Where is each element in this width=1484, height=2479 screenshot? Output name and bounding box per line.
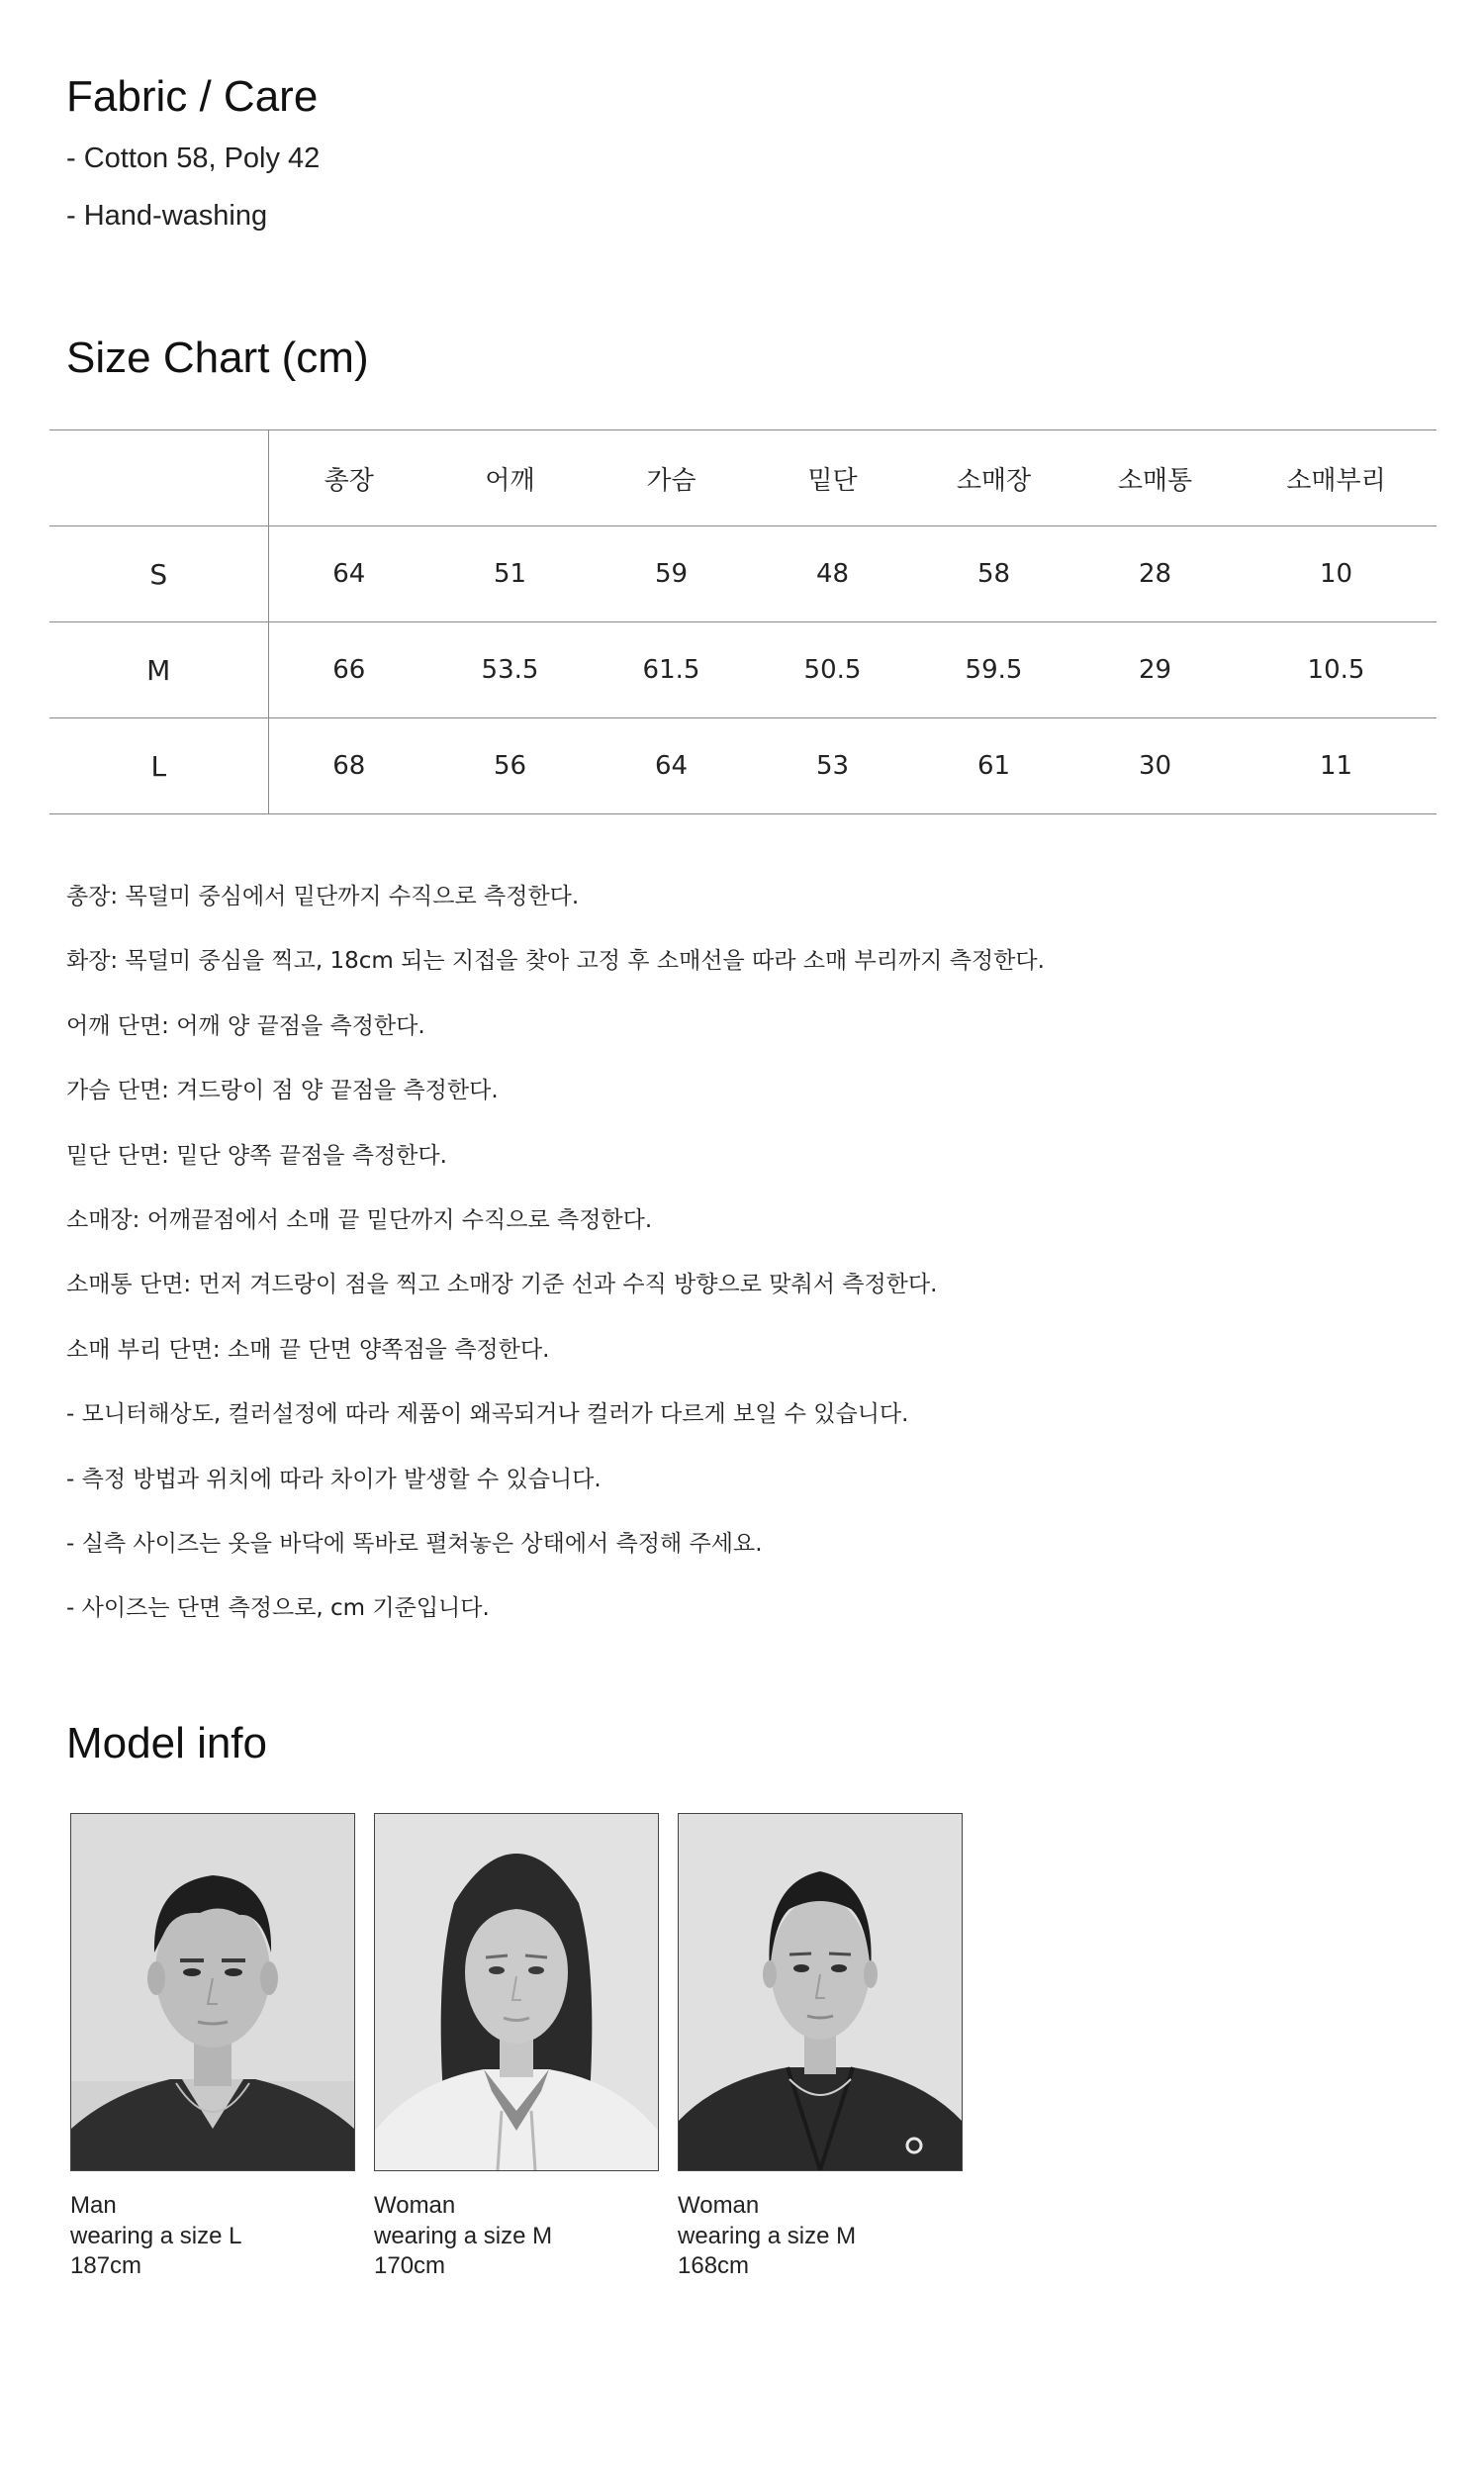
note-item: 소매장: 어깨끝점에서 소매 끝 밑단까지 수직으로 측정한다. [66, 1206, 653, 1233]
model-card-woman-2 [678, 1813, 963, 2282]
note-item: - 사이즈는 단면 측정으로, cm 기준입니다. [66, 1595, 490, 1622]
model-info-title: Model info [66, 1719, 268, 1767]
column-header: 어깨 [429, 430, 591, 526]
model-caption [678, 2191, 963, 2282]
note-item: 총장: 목덜미 중심에서 밑단까지 수직으로 측정한다. [66, 884, 580, 909]
size-chart-table [49, 429, 1437, 814]
model-caption [374, 2191, 659, 2282]
column-header: 소매부리 [1236, 430, 1437, 526]
model-height: 170cm [374, 2252, 446, 2279]
model-size: wearing a size M [678, 2222, 857, 2249]
table-cell: 29 [1074, 622, 1236, 718]
model-gender: Woman [678, 2192, 760, 2219]
note-item: - 실측 사이즈는 옷을 바닥에 똑바로 펼쳐놓은 상태에서 측정해 주세요. [66, 1530, 763, 1557]
table-cell: 66 [268, 622, 429, 718]
table-cell: 56 [429, 718, 591, 814]
table-cell: 53 [752, 718, 913, 814]
model-size: wearing a size L [70, 2222, 242, 2249]
column-header: 총장 [268, 430, 429, 526]
model-height: 168cm [678, 2252, 750, 2279]
table-row [49, 526, 1437, 622]
size-label: M [49, 622, 268, 718]
table-cell: 10.5 [1236, 622, 1437, 718]
note-item: - 측정 방법과 위치에 따라 차이가 발생할 수 있습니다. [66, 1466, 602, 1492]
fabric-care-title: Fabric / Care [66, 72, 319, 121]
model-photo [678, 1813, 963, 2171]
note-item: - 모니터해상도, 컬러설정에 따라 제품이 왜곡되거나 컬러가 다르게 보일 수 있습니다. [66, 1401, 909, 1428]
size-label: S [49, 526, 268, 622]
table-cell: 50.5 [752, 622, 913, 718]
care-instruction: - Hand-washing [66, 200, 268, 232]
table-cell: 58 [913, 526, 1074, 622]
model-height: 187cm [70, 2252, 142, 2279]
table-cell: 68 [268, 718, 429, 814]
size-chart-title: Size Chart (cm) [66, 334, 369, 382]
column-header: 소매통 [1074, 430, 1236, 526]
table-header-row [49, 430, 1437, 526]
table-cell: 28 [1074, 526, 1236, 622]
table-cell: 53.5 [429, 622, 591, 718]
table-cell: 51 [429, 526, 591, 622]
table-cell: 64 [268, 526, 429, 622]
note-item: 어깨 단면: 어깨 양 끝점을 측정한다. [66, 1012, 425, 1039]
model-gender: Woman [374, 2192, 456, 2219]
table-cell: 59 [591, 526, 752, 622]
model-photo [374, 1813, 659, 2171]
table-cell: 59.5 [913, 622, 1074, 718]
table-cell: 61 [913, 718, 1074, 814]
table-cell: 10 [1236, 526, 1437, 622]
measurement-notes [66, 877, 1045, 1654]
note-item: 밑단 단면: 밑단 양쪽 끝점을 측정한다. [66, 1142, 447, 1169]
corner-header-cell [49, 430, 268, 526]
note-item: 화장: 목덜미 중심을 찍고, 18cm 되는 지접을 찾아 고정 후 소매선을 따라 소매 부리까지 측정한다. [66, 948, 1045, 975]
table-row [49, 622, 1437, 718]
note-item: 가슴 단면: 겨드랑이 점 양 끝점을 측정한다. [66, 1078, 499, 1104]
model-card-woman-1 [374, 1813, 659, 2282]
fabric-composition: - Cotton 58, Poly 42 [66, 143, 321, 174]
female-model-portrait-icon [375, 1814, 658, 2170]
table-cell: 11 [1236, 718, 1437, 814]
column-header: 가슴 [591, 430, 752, 526]
model-gender: Man [70, 2192, 117, 2219]
table-cell: 48 [752, 526, 913, 622]
table-cell: 64 [591, 718, 752, 814]
note-item: 소매통 단면: 먼저 겨드랑이 점을 찍고 소매장 기준 선과 수직 방향으로 맞춰서 측정한다. [66, 1272, 938, 1298]
table-row [49, 718, 1437, 814]
column-header: 밑단 [752, 430, 913, 526]
column-header: 소매장 [913, 430, 1074, 526]
table-cell: 61.5 [591, 622, 752, 718]
female-model-portrait-icon [679, 1814, 962, 2170]
model-size: wearing a size M [374, 2222, 553, 2249]
model-caption [70, 2191, 355, 2282]
model-card-man [70, 1813, 355, 2282]
note-item: 소매 부리 단면: 소매 끝 단면 양쪽점을 측정한다. [66, 1336, 550, 1363]
table-cell: 30 [1074, 718, 1236, 814]
male-model-portrait-icon [71, 1814, 354, 2170]
model-photo [70, 1813, 355, 2171]
size-label: L [49, 718, 268, 814]
